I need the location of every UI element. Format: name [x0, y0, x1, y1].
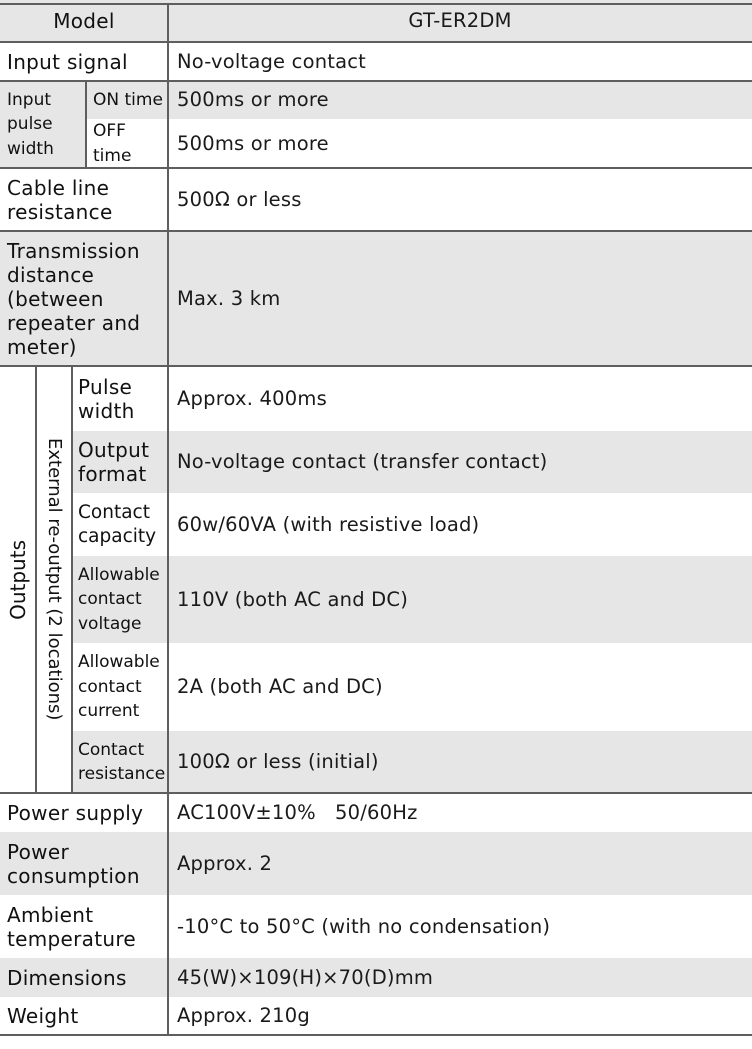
header-model-label: Model [0, 0, 168, 42]
power-consumption-label [0, 832, 168, 895]
border-line [0, 167, 752, 169]
label-line: Contact [78, 501, 150, 523]
cable-line-resistance-value: 500Ω or less [168, 168, 752, 231]
border-line [0, 230, 752, 232]
label-line: meter) [7, 334, 77, 359]
border-line [0, 41, 752, 43]
border-line [0, 3, 752, 5]
power-supply-value: AC100V±10% 50/60Hz [168, 793, 752, 832]
allowable-contact-current-label [72, 643, 168, 731]
label-line: repeater and [7, 310, 141, 335]
label-line: resistance [78, 764, 166, 784]
label-line: Contact [78, 739, 145, 760]
transmission-distance-label [0, 231, 168, 366]
label-line: Ambient [7, 902, 94, 927]
transmission-distance-value: Max. 3 km [168, 231, 752, 366]
input-signal-label: Input signal [0, 42, 168, 81]
label-line: contact [78, 589, 142, 610]
contact-capacity-value: 60w/60VA (with resistive load) [168, 493, 752, 556]
power-consumption-value: Approx. 2 [168, 832, 752, 895]
output-pulse-width-value: Approx. 400ms [168, 366, 752, 431]
output-format-value: No-voltage contact (transfer contact) [168, 431, 752, 493]
on-time-label [86, 81, 168, 119]
ambient-temperature-label [0, 895, 168, 958]
label-line: distance [7, 262, 95, 287]
contact-capacity-label [72, 493, 168, 556]
label-line: format [78, 462, 147, 486]
input-signal-value: No-voltage contact [168, 42, 752, 81]
label-line: Output [78, 438, 150, 462]
label-line: Input [7, 89, 52, 110]
external-reoutput-label [36, 366, 72, 793]
on-time-text: ON time [93, 89, 163, 110]
off-time-text: OFF time [93, 121, 132, 166]
label-line: voltage [78, 613, 142, 634]
label-line: Pulse [78, 374, 133, 399]
contact-resistance-value: 100Ω or less (initial) [168, 731, 752, 793]
label-line: Allowable [78, 564, 160, 585]
on-time-value: 500ms or more [168, 81, 752, 119]
dimensions-value: 45(W)×109(H)×70(D)mm [168, 958, 752, 997]
header-model-value: GT-ER2DM [168, 0, 752, 42]
border-line [0, 365, 752, 367]
allowable-contact-voltage-value: 110V (both AC and DC) [168, 556, 752, 643]
dimensions-label: Dimensions [0, 958, 168, 997]
label-line: Transmission [7, 238, 140, 263]
outputs-label [0, 366, 36, 793]
label-line: (between [7, 286, 104, 311]
label-line: capacity [78, 525, 157, 547]
label-line: consumption [7, 863, 140, 888]
border-line [0, 1034, 752, 1036]
label-line: contact [78, 676, 142, 697]
off-time-value: 500ms or more [168, 119, 752, 168]
contact-resistance-label [72, 731, 168, 793]
label-line: width [7, 138, 54, 159]
border-line [167, 3, 169, 1036]
label-line: temperature [7, 926, 137, 951]
label-line: Allowable [78, 652, 160, 673]
label-line: Cable line [7, 175, 110, 200]
external-reoutput-text: External re-output (2 locations) [44, 438, 65, 721]
allowable-contact-voltage-label [72, 556, 168, 643]
cable-line-resistance-label [0, 168, 168, 231]
off-time-label [86, 119, 168, 168]
label-line: pulse [7, 114, 53, 135]
ambient-temperature-value: -10°C to 50°C (with no condensation) [168, 895, 752, 958]
label-line: width [78, 398, 135, 423]
border-line [0, 80, 752, 82]
label-line: resistance [7, 199, 113, 224]
border-line [85, 80, 87, 168]
outputs-text: Outputs [6, 539, 30, 620]
weight-label: Weight [0, 997, 168, 1035]
label-line: current [78, 701, 140, 722]
border-line [71, 365, 73, 793]
power-supply-label: Power supply [0, 793, 168, 832]
label-line: Power [7, 839, 69, 864]
border-line [0, 792, 752, 794]
border-line [35, 365, 37, 793]
input-pulse-width-label [0, 81, 86, 168]
allowable-contact-current-value: 2A (both AC and DC) [168, 643, 752, 731]
output-format-label [72, 431, 168, 493]
output-pulse-width-label [72, 366, 168, 431]
weight-value: Approx. 210g [168, 997, 752, 1035]
